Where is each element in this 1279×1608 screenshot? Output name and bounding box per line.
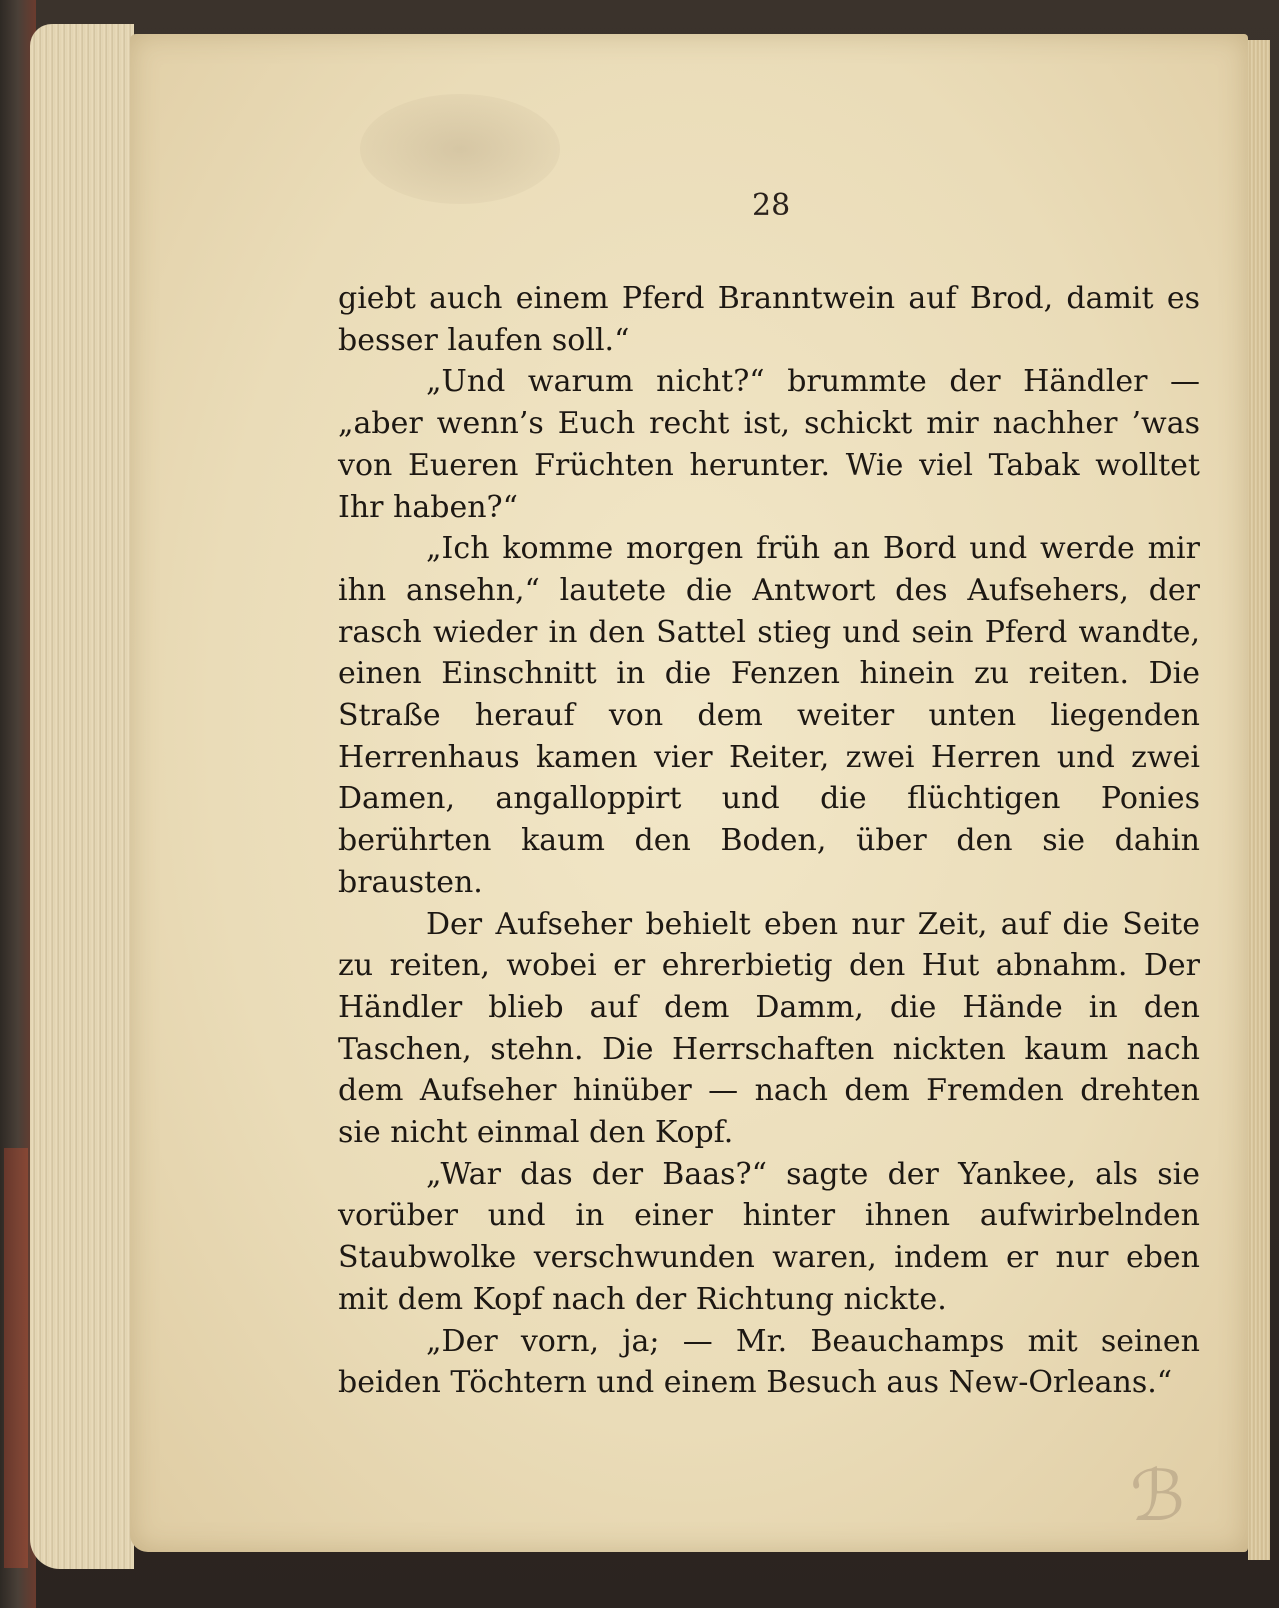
- paper-stain: [360, 94, 560, 204]
- pencil-mark: ℬ: [1130, 1455, 1186, 1537]
- paragraph-2: „Und warum nicht?“ brummte der Händler — „aber wenn’s Euch recht ist, schickt mir nachher ’was von Eueren Früchten herunter. Wie viel Tabak wolltet Ihr haben?“: [338, 364, 1200, 525]
- page-number: 28: [752, 188, 791, 223]
- page-text: [338, 278, 1200, 1404]
- paragraph-4: Der Aufseher behielt eben nur Zeit, auf die Seite zu reiten, wobei er ehrerbietig den Hut abnahm. Der Händler blieb auf dem Damm, die Hände in den Taschen, stehn. Die Herrschaften nickten kaum nach dem Aufseher hinüber — nach dem Fremden drehten sie nicht einmal den Kopf.: [338, 906, 1200, 1151]
- page-edges-right: [1248, 40, 1270, 1560]
- page-edges-left: [30, 24, 134, 1569]
- paragraph-3: „Ich komme morgen früh an Bord und werde mir ihn ansehn,“ lautete die Antwort des Aufsehers, der rasch wieder in den Sattel stieg und sein Pferd wandte, einen Einschnitt in die Fenzen hinein zu reiten. Die Straße herauf von dem weiter unten liegenden Herrenhaus kamen vier Reiter, zwei Herren und zwei Damen, angalloppirt und die flüchtigen Ponies berührten kaum den Boden, über den sie dahin brausten.: [338, 531, 1200, 900]
- paragraph-6: „Der vorn, ja; — Mr. Beauchamps mit seinen beiden Töchtern und einem Besuch aus New-Orleans.“: [338, 1323, 1200, 1401]
- paragraph-5: „War das der Baas?“ sagte der Yankee, als sie vorüber und in einer hinter ihnen aufwirbelnden Staubwolke verschwunden waren, indem er nur eben mit dem Kopf nach der Richtung nickte.: [338, 1156, 1200, 1317]
- paragraph-1: giebt auch einem Pferd Branntwein auf Brod, damit es besser laufen soll.“: [338, 281, 1200, 358]
